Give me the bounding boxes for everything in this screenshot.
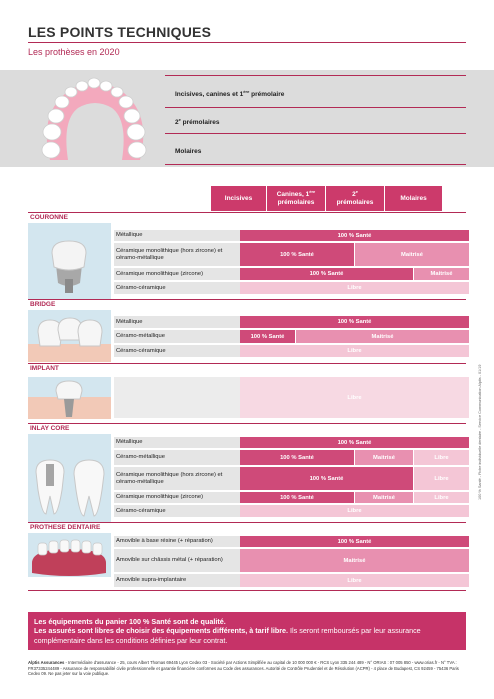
row-label: Amovible à base résine (+ réparation): [114, 536, 240, 548]
cell-libre: Libre: [240, 377, 470, 419]
cell-maitrise: Maitrisé: [355, 492, 414, 504]
row-label: Céramique monolithique (hors zircone) et céramo-métallique: [114, 467, 240, 491]
row-label: Métallique: [114, 316, 240, 329]
header-incisives: Incisives: [211, 186, 267, 211]
inlay-illustration: [28, 434, 111, 522]
table-bottom-line: [28, 590, 466, 591]
teeth-row-line: [165, 133, 466, 134]
row-label: Métallique: [114, 230, 240, 242]
row-label: Céramo-céramique: [114, 345, 240, 358]
teeth-row-molars: Molaires: [175, 148, 202, 155]
row-label: Amovible sur châssis métal (+ réparation): [114, 549, 240, 573]
cell-maitrise: Maitrisé: [355, 450, 414, 466]
teeth-row-line: [165, 164, 466, 165]
header-molaires: Molaires: [385, 186, 442, 211]
row-label: Amovible supra-implantaire: [114, 574, 240, 588]
cell-sante: 100 % Santé: [240, 467, 414, 491]
banner-line2-rest: Ils seront remboursés par leur assurance complémentaire dans les conditions définies par leur contrat.: [34, 626, 421, 645]
table-header: [211, 186, 442, 211]
cell-sante: 100 % Santé: [240, 492, 355, 504]
banner-line2-bold: Les assurés sont libres de choisir des équipements différents, à tarif libre.: [34, 626, 289, 636]
prothese-illustration: [28, 533, 111, 577]
row-label: Céramique monolithique (zircone): [114, 492, 240, 504]
cell-libre: Libre: [240, 282, 470, 295]
row-label: Métallique: [114, 437, 240, 449]
cell-libre: Libre: [240, 345, 470, 358]
row-label-empty: [114, 377, 240, 419]
banner-line1: Les équipements du panier 100 % Santé sont de qualité.: [34, 617, 226, 626]
bridge-illustration: [28, 310, 111, 362]
cell-libre: Libre: [414, 467, 470, 491]
cell-libre: Libre: [414, 450, 470, 466]
cell-sante: 100 % Santé: [240, 243, 355, 267]
cell-sante: 100 % Santé: [240, 536, 470, 548]
section-prothese: PROTHESE DENTAIRE: [28, 522, 466, 532]
cell-maitrise: Maitrisé: [240, 549, 470, 573]
row-label: Céramo-métallique: [114, 450, 240, 466]
section-implant: IMPLANT: [28, 363, 466, 373]
teeth-row-line: [165, 107, 466, 108]
cell-sante: 100 % Santé: [240, 230, 470, 242]
title-rule: [28, 42, 466, 43]
teeth-row-front: Incisives, canines et 1ère prémolaire: [175, 89, 285, 99]
cell-libre: Libre: [240, 574, 470, 588]
row-label: Céramo-métallique: [114, 330, 240, 344]
teeth-row-premolars: 2e prémolaires: [175, 117, 220, 127]
cell-libre: Libre: [414, 492, 470, 504]
side-note: 100 % Santé - Fiche individuelle dentaire - Service Communication Alptis - 01/19: [478, 364, 482, 500]
section-bridge: BRIDGE: [28, 299, 466, 309]
implant-illustration: [28, 377, 111, 419]
cell-maitrise: Maitrisé: [414, 268, 470, 281]
cell-sante: 100 % Santé: [240, 437, 470, 449]
header-canines: Canines, 1ère prémolaires: [267, 186, 326, 211]
row-label: Céramo-céramique: [114, 505, 240, 518]
teeth-row-line: [165, 75, 466, 76]
cell-libre: Libre: [240, 505, 470, 518]
footer-company: Alptis Assurances: [28, 660, 65, 665]
couronne-illustration: [28, 223, 111, 299]
page-subtitle: Les prothèses en 2020: [28, 47, 120, 57]
header-premolaires: 2e prémolaires: [326, 186, 385, 211]
row-label: Céramique monolithique (hors zircone) et céramo-métallique: [114, 243, 240, 267]
section-inlay-core: INLAY CORE: [28, 423, 466, 433]
cell-sante: 100 % Santé: [240, 330, 296, 344]
info-banner: [28, 612, 466, 650]
cell-maitrise: Maitrisé: [355, 243, 470, 267]
page-title: LES POINTS TECHNIQUES: [28, 24, 212, 40]
cell-sante: 100 % Santé: [240, 450, 355, 466]
legal-footer: [28, 660, 466, 677]
cell-sante: 100 % Santé: [240, 316, 470, 329]
footer-text: - Intermédiaire d'assurance - 25, cours Albert Thomas 69445 Lyon Cedex 03 - Société par Actions Simplifiée au capital de 10 000 000 € - RCS Lyon 335 244 489 - N° ORIAS : 07 005 850 - www.orias.fr - N° TVA : FR37335244489 - Assurance de responsabilité civile professionnelle et garantie financière conformes au Code des assurances. Autorité de Contrôle Prudentiel et de Résolution (ACPR) - 4 place de Budapest, CS 92459 - 75436 Paris Cedex 09. Ne pas jeter sur la voie publique.: [28, 660, 459, 677]
cell-maitrise: Maitrisé: [296, 330, 470, 344]
row-label: Céramique monolithique (zircone): [114, 268, 240, 281]
row-label: Céramo-céramique: [114, 282, 240, 295]
cell-sante: 100 % Santé: [240, 268, 414, 281]
section-couronne: COURONNE: [28, 212, 466, 222]
dental-arch-illustration: [30, 72, 160, 165]
